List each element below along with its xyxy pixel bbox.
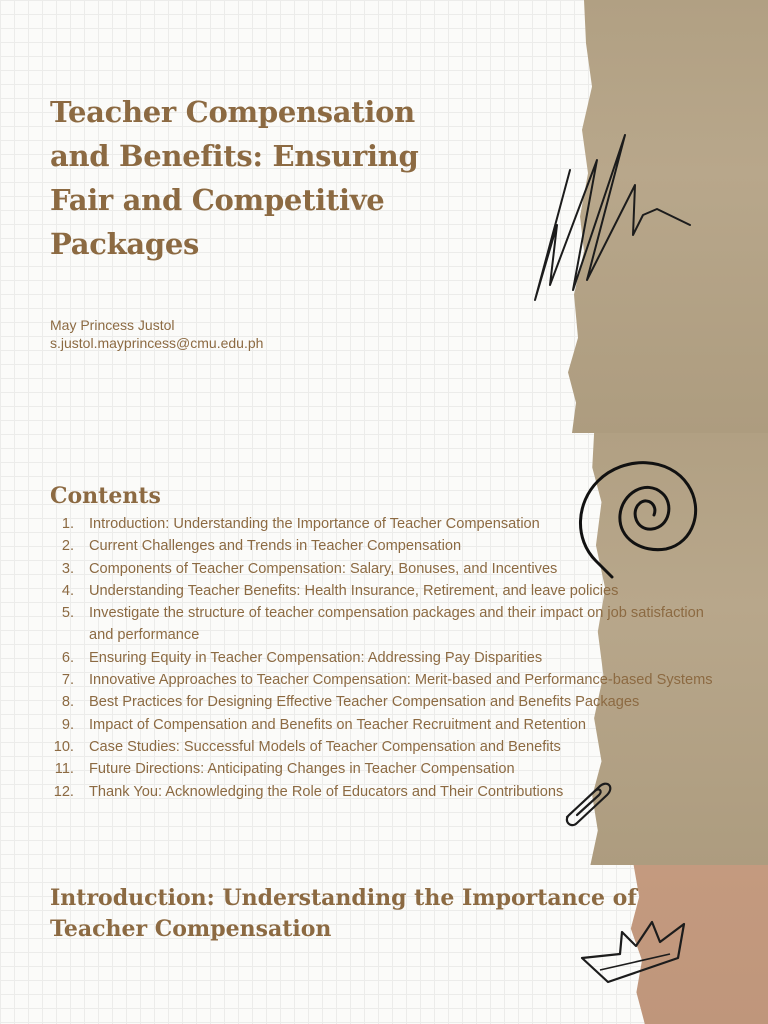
contents-item — [44, 736, 744, 758]
contents-heading: Contents — [50, 483, 161, 509]
contents-item — [44, 558, 744, 580]
contents-item — [44, 647, 744, 669]
contents-item-text: Best Practices for Designing Effective Teacher Compensation and Benefits Packages — [89, 694, 640, 711]
contents-slide — [0, 433, 768, 865]
contents-item-text: Case Studies: Successful Models of Teacher Compensation and Benefits — [89, 738, 561, 755]
contents-item-number: 4. — [61, 582, 74, 599]
contents-item-text: Investigate the structure of teacher compensation packages and their impact on job satisfaction and performance — [89, 605, 704, 644]
contents-item-text: Current Challenges and Trends in Teacher Compensation — [89, 538, 462, 555]
author-info — [50, 316, 263, 352]
contents-item-number: 6. — [61, 649, 74, 666]
contents-item — [44, 513, 744, 535]
author-name: May Princess Justol — [50, 317, 175, 333]
contents-item-number: 8. — [61, 694, 74, 711]
contents-item-text: Ensuring Equity in Teacher Compensation: Addressing Pay Disparities — [89, 649, 543, 666]
author-email: s.justol.mayprincess@cmu.edu.ph — [50, 335, 264, 351]
contents-item-text: Future Directions: Anticipating Changes in Teacher Compensation — [89, 761, 515, 778]
presentation-title: Teacher Compensation and Benefits: Ensuring Fair and Competitive Packages — [50, 95, 419, 261]
title-slide — [0, 0, 768, 433]
contents-item — [44, 669, 744, 691]
contents-item-number: 9. — [61, 716, 74, 733]
contents-item-text: Understanding Teacher Benefits: Health Insurance, Retirement, and leave policies — [89, 582, 619, 599]
contents-item-text: Introduction: Understanding the Importance of Teacher Compensation — [89, 516, 540, 532]
contents-item-number: 5. — [61, 605, 74, 622]
contents-item — [44, 781, 744, 803]
contents-item — [44, 535, 744, 557]
contents-item-number: 7. — [61, 672, 74, 689]
contents-item-number: 11. — [54, 761, 74, 778]
contents-item — [44, 758, 744, 780]
contents-item-text: Components of Teacher Compensation: Salary, Bonuses, and Incentives — [89, 560, 558, 577]
contents-item — [44, 580, 744, 602]
contents-item — [44, 602, 744, 647]
contents-item-number: 1. — [61, 516, 74, 532]
contents-item-number: 12. — [53, 783, 74, 800]
introduction-heading: Introduction: Understanding the Importance of Teacher Compensation — [50, 885, 637, 942]
contents-item — [44, 691, 744, 713]
scribble-doodle-icon — [525, 125, 690, 305]
contents-item-number: 10. — [53, 738, 74, 755]
contents-item-number: 2. — [61, 538, 74, 555]
introduction-slide — [0, 865, 768, 1024]
contents-item-text: Impact of Compensation and Benefits on Teacher Recruitment and Retention — [89, 716, 587, 733]
contents-item-text: Innovative Approaches to Teacher Compensation: Merit-based and Performance-based Systems — [89, 672, 713, 689]
contents-list — [44, 513, 744, 803]
contents-item — [44, 714, 744, 736]
contents-item-text: Thank You: Acknowledging the Role of Educators and Their Contributions — [89, 783, 564, 800]
contents-item-number: 3. — [61, 560, 74, 577]
